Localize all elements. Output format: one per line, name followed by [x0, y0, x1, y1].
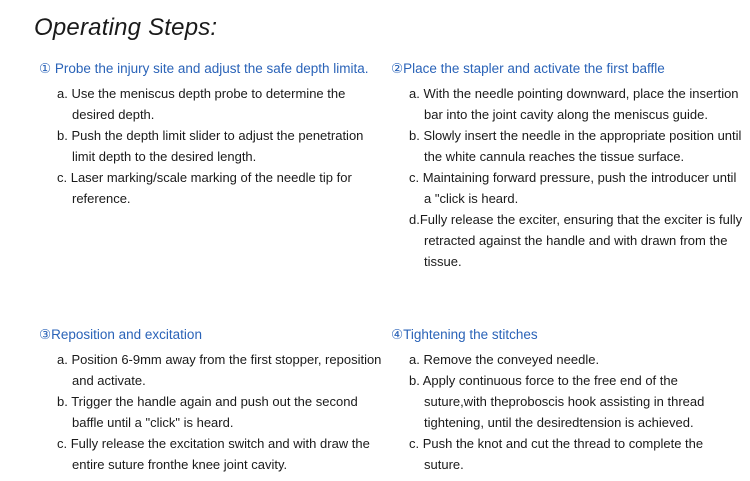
step-item: a. With the needle pointing downward, place the insertion bar into the joint cavity along the meniscus guide.	[409, 86, 739, 122]
step-section-2	[391, 60, 743, 272]
section-heading: ②Place the stapler and activate the first baffle	[391, 61, 665, 76]
step-item: b. Apply continuous force to the free end of the suture,with theproboscis hook assisting in thread tightening, until the desiredtension is achieved.	[409, 373, 705, 430]
step-list	[39, 349, 384, 475]
page-title: Operating Steps:	[34, 14, 218, 41]
step-item: c. Fully release the excitation switch and with draw the entire suture fronthe knee joint cavity.	[57, 436, 370, 472]
step-section-1	[39, 60, 384, 209]
step-section-3	[39, 326, 384, 475]
section-heading: ① Probe the injury site and adjust the safe depth limita.	[39, 61, 369, 76]
step-item: d.Fully release the exciter, ensuring that the exciter is fully retracted against the handle and with drawn from the tissue.	[409, 212, 743, 269]
step-item: c. Laser marking/scale marking of the needle tip for reference.	[57, 170, 352, 206]
section-heading: ③Reposition and excitation	[39, 327, 202, 342]
step-list	[391, 83, 743, 272]
section-heading: ④Tightening the stitches	[391, 327, 538, 342]
step-item: a. Remove the conveyed needle.	[409, 352, 600, 367]
step-item: c. Maintaining forward pressure, push the introducer until a "click is heard.	[409, 170, 737, 206]
step-item: b. Slowly insert the needle in the appropriate position until the white cannula reaches the tissue surface.	[409, 128, 742, 164]
step-item: c. Push the knot and cut the thread to complete the suture.	[409, 436, 704, 472]
step-item: a. Use the meniscus depth probe to determine the desired depth.	[57, 86, 346, 122]
step-list	[391, 349, 743, 475]
step-item: a. Position 6-9mm away from the first stopper, reposition and activate.	[57, 352, 382, 388]
step-section-4	[391, 326, 743, 475]
step-list	[39, 83, 384, 209]
step-item: b. Push the depth limit slider to adjust the penetration limit depth to the desired length.	[57, 128, 364, 164]
step-item: b. Trigger the handle again and push out the second baffle until a "click" is heard.	[57, 394, 358, 430]
